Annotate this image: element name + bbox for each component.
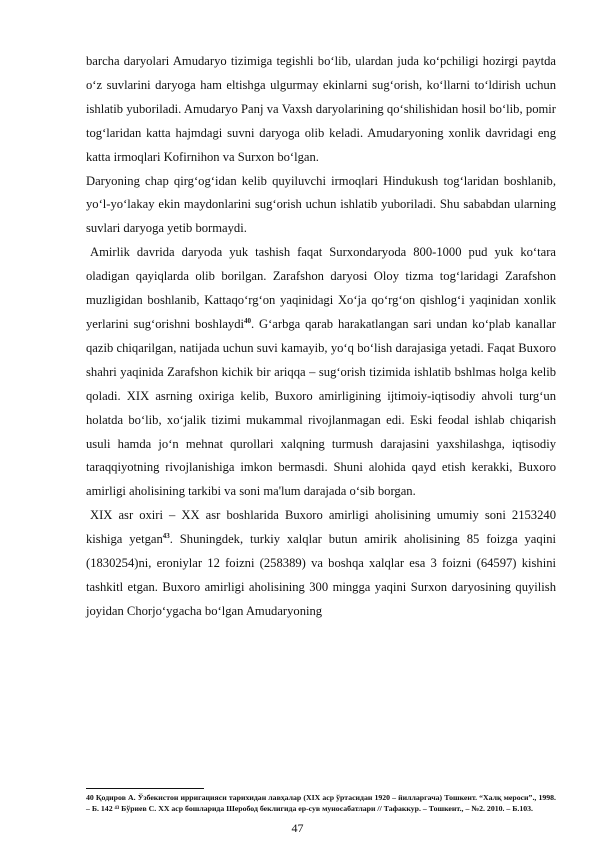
page-number: 47 (291, 821, 304, 835)
paragraph-4-text-a: XIX asr oxiri – XX asr boshlarida Buxoro amirligi aholisining umumiy soni 2153240 kishiga yetgan (86, 508, 556, 547)
paragraph-3 (86, 241, 556, 504)
footnote-ref-43[interactable]: 43 (162, 531, 170, 540)
paragraph-3-text-a: Amirlik davrida daryoda yuk tashish faqat Surxondaryoda 800-1000 pud yuk ko‘tara oladigan qayiqlarda olib borilgan. Zarafshon daryosi Oloy tizma tog‘laridagi Zarafshon muzligidan boshlanib, Kattaqo‘rg‘on yaqinidagi Xo‘ja qo‘rg‘on qishlog‘i yaqinidan xonlik yerlarini sug‘orishni boshlaydi (86, 245, 556, 331)
paragraph-3-text-b: . G‘arbga qarab harakatlangan sari undan ko‘plab kanallar qazib chiqarilgan, natijada uchun suvi kamayib, yo‘q bo‘lish darajasiga yetadi. Faqat Buxoro shahri yaqinida Zarafshon kichik bir ariqqa – sug‘orish tizimida ishlatib bshlmas holga kelib qoladi. XIX asrning oxiriga kelib, Buxoro amirligining ijtimoiy-iqtisodiy ahvoli turg‘un holatda bo‘lib, xo‘jalik tizimi mukammal rivojlanmagan edi. Eski feodal ishlab chiqarish usuli hamda jo‘n mehnat qurollari xalqning turmush darajasini yaxshilashga, iqtisodiy taraqqiyotning rivojlanishiga imkon bermasdi. Shuni alohida qayd etish kerakki, Buxoro amirligi aholisining tarkibi va soni ma'lum darajada o‘sib borgan. (86, 316, 556, 499)
paragraph-2: Daryoning chap qirg‘og‘idan kelib quyiluvchi irmoqlari Hindukush tog‘laridan boshlanib, yo‘l-yo‘lakay ekin maydonlarini sug‘orish uchun ishlatib yuboriladi. Shu sababdan ularning suvlari daryoga yetib bormaydi. (86, 173, 556, 236)
footnote: 40 Қодиров А. Ўзбекистон ирригацияси тарихидан лавҳалар (XIX аср ўртасидан 1920 – йилларгача) Тошкент. “Халқ мероси”., 1998. – Б. 142 ⁴³ Бўриев С. XX аср бошларида Шеробод беклигида ер-сув муносабатлари // Тафаккур. – Тошкент., – №2. 2010. – Б.103. (86, 793, 556, 813)
footnote-separator (86, 788, 204, 789)
main-text (86, 50, 556, 624)
paragraph-1: barcha daryolari Amudaryo tizimiga tegishli bo‘lib, ulardan juda ko‘pchiligi hozirgi paytda o‘z suvlarini daryoga ham eltishga ulgurmay ekinlarni sug‘orish, ko‘llarni to‘ldirish uchun ishlatib yuboriladi. Amudaryo Panj va Vaxsh daryolarining qo‘shilishidan hosil bo‘lib, pomir tog‘laridan katta hajmdagi suvni daryoga olib keladi. Amudaryoning xonlik davridagi eng katta irmoqlari Kofirnihon va Surxon bo‘lgan. (86, 54, 556, 164)
paragraph-4-text-b: . Shuningdek, turkiy xalqlar butun amirik aholisining 85 foizga yaqini (1830254)ni, eroniylar 12 foizni (258389) va boshqa xalqlar esa 3 foizni (64597) kishini tashkitl etgan. Buxoro amirligi aholisining 300 mingga yaqini Surxon daryosining quyilish joyidan Chorjo‘ygacha bo‘lgan Amudaryoning (86, 532, 556, 618)
footnote-ref-40[interactable]: 40 (244, 316, 252, 325)
paragraph-4 (86, 504, 556, 624)
